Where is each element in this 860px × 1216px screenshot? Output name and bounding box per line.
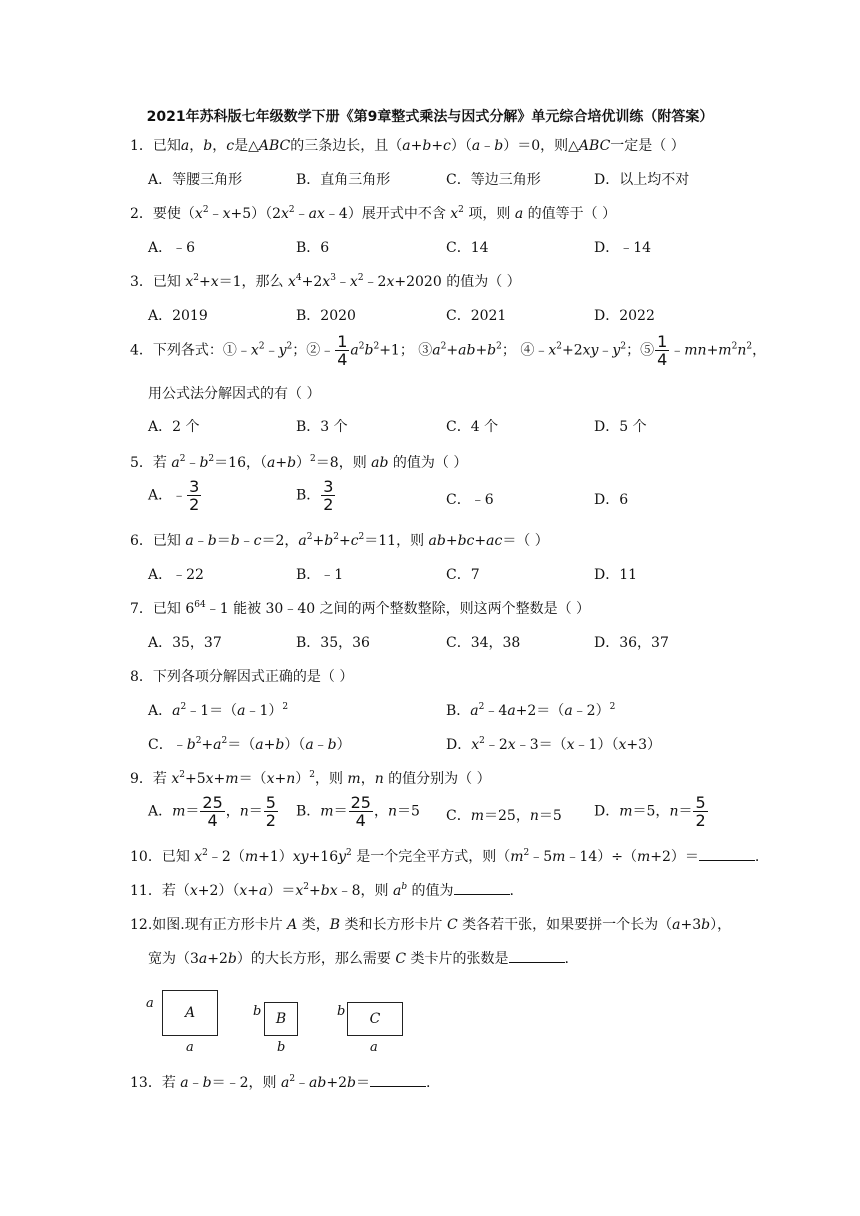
question-12-line-2: 宽为（3a+2b）的大长方形，那么需要 C 类卡片的张数是 . bbox=[148, 951, 569, 967]
option-d[interactable]: D．$x^2﹣2x﹣3=(x﹣1)(x+3)$ bbox=[446, 736, 661, 753]
question-1: 1．已知a，b，c是△ABC的三条边长，且（a+b+c）（a﹣b）＝0，则△ABC一定是（ ） bbox=[130, 138, 685, 154]
option-d[interactable]: D．2022 bbox=[594, 308, 655, 324]
option-d[interactable]: D．6 bbox=[594, 492, 629, 508]
card-a-square: A bbox=[162, 990, 218, 1036]
fraction: $\frac{1}{4}$ bbox=[337, 332, 348, 369]
question-13: 13．若 a﹣b＝﹣2，则 $a^2﹣ab+2b=$ . bbox=[130, 1074, 431, 1091]
question-4-line-2: 用公式法分解因式的有（ ） bbox=[148, 386, 321, 402]
question-9: 9．若 $x^2+5x+m=(x+n)^2$，则 m，n 的值分别为（ ） bbox=[130, 770, 491, 787]
card-b-bottom-label: b bbox=[277, 1040, 286, 1055]
answer-blank[interactable] bbox=[509, 950, 565, 963]
option-a[interactable]: A．$a^2﹣1=(a﹣1)^2$ bbox=[148, 702, 289, 719]
question-11: 11．若$(x+2)(x+a)=x^2+bx﹣8$，则 $a^b$ 的值为 . bbox=[130, 882, 514, 899]
card-a-bottom-label: a bbox=[186, 1040, 194, 1055]
option-a[interactable]: A．m＝ $\frac{25}{4}$ ，n＝ $\frac{5}{2}$ bbox=[148, 793, 276, 830]
option-a[interactable]: A．等腰三角形 bbox=[148, 172, 243, 188]
option-b[interactable]: B．m＝ $\frac{25}{4}$ ，n＝5 bbox=[296, 793, 420, 830]
question-2: 2．要使$(x^2﹣x+5)(2x^2﹣ax﹣4)$展开式中不含 $x^2$ 项，则 a 的值等于（ ） bbox=[130, 205, 617, 222]
option-c[interactable]: C．﹣6 bbox=[446, 492, 494, 508]
question-4: 4．下列各式：$①﹣x^2﹣y^2$；②﹣ $\frac{1}{4}$ $a^2b^2+1$； $③a^2+ab+b^2$； $④﹣x^2+2xy﹣y^2$；⑤ $\frac{1}{4}$ $﹣mn+m^2n^2$， bbox=[130, 332, 767, 369]
question-5: 5．若 $a^2﹣b^2=16$，$(a+b)^2=8$，则 ab 的值为（ ） bbox=[130, 454, 468, 471]
option-b[interactable]: B．6 bbox=[296, 240, 330, 256]
cards-figure bbox=[140, 990, 440, 1060]
question-12: 12.如图.现有正方形卡片 A 类，B 类和长方形卡片 C 类各若干张，如果要拼一个长为（a+3b）， bbox=[130, 917, 732, 933]
option-a[interactable]: A．35，37 bbox=[148, 635, 222, 651]
question-6: 6．已知 a﹣b＝b﹣c＝2，$a^2+b^2+c^2=11$，则 ab+bc+ac＝（ ） bbox=[130, 532, 549, 549]
question-8: 8．下列各项分解因式正确的是（ ） bbox=[130, 669, 354, 685]
option-a[interactable]: A．﹣ $\frac{3}{2}$ bbox=[148, 477, 200, 514]
option-b[interactable]: B． $\frac{3}{2}$ bbox=[296, 477, 334, 514]
card-c-bottom-label: a bbox=[370, 1040, 378, 1055]
page-title: 2021年苏科版七年级数学下册《第9章整式乘法与因式分解》单元综合培优训练（附答案） bbox=[146, 109, 714, 125]
answer-blank[interactable] bbox=[699, 848, 755, 861]
option-c[interactable]: C．m＝25，n＝5 bbox=[446, 808, 562, 824]
card-c-rectangle: C bbox=[347, 1002, 403, 1036]
option-b[interactable]: B．3 个 bbox=[296, 419, 348, 435]
option-d[interactable]: D．5 个 bbox=[594, 419, 647, 435]
option-a[interactable]: A．﹣22 bbox=[148, 567, 204, 583]
option-c[interactable]: C．34，38 bbox=[446, 635, 521, 651]
option-b[interactable]: B．﹣1 bbox=[296, 567, 344, 583]
option-b[interactable]: B．35，36 bbox=[296, 635, 370, 651]
option-d[interactable]: D．36，37 bbox=[594, 635, 669, 651]
card-b-square: B bbox=[264, 1002, 298, 1036]
option-c[interactable]: C．7 bbox=[446, 567, 480, 583]
option-a[interactable]: A．2 个 bbox=[148, 419, 200, 435]
option-b[interactable]: B．$a^2﹣4a+2=(a﹣2)^2$ bbox=[446, 702, 616, 719]
fraction: $\frac{1}{4}$ bbox=[657, 332, 668, 369]
card-a-side-label: a bbox=[146, 996, 154, 1011]
option-a[interactable]: A．2019 bbox=[148, 308, 208, 324]
option-c[interactable]: C．4 个 bbox=[446, 419, 499, 435]
option-b[interactable]: B．直角三角形 bbox=[296, 172, 391, 188]
option-b[interactable]: B．2020 bbox=[296, 308, 356, 324]
option-a[interactable]: A．﹣6 bbox=[148, 240, 196, 256]
option-d[interactable]: D．11 bbox=[594, 567, 638, 583]
option-c[interactable]: C．2021 bbox=[446, 308, 507, 324]
card-b-side-label: b bbox=[253, 1004, 262, 1019]
option-c[interactable]: C．14 bbox=[446, 240, 489, 256]
option-c[interactable]: C．等边三角形 bbox=[446, 172, 541, 188]
answer-blank[interactable] bbox=[370, 1074, 426, 1087]
answer-blank[interactable] bbox=[454, 882, 510, 895]
question-3: 3．已知 $x^2+x=1$，那么 $x^4+2x^3﹣x^2﹣2x+2020$ 的值为（ ） bbox=[130, 273, 521, 290]
option-c[interactable]: C．$﹣b^2+a^2=(a+b)(a﹣b)$ bbox=[148, 736, 351, 753]
question-10: 10．已知 $x^2﹣2(m+1)xy+16y^2$ 是一个完全平方式，则$(m^2﹣5m﹣14)\div(m+2)=$ . bbox=[130, 848, 760, 865]
question-7: 7．已知 $6^{64}﹣1$ 能被 30﹣40 之间的两个整数整除，则这两个整数是（ ） bbox=[130, 600, 591, 617]
option-d[interactable]: D．m＝5，n＝ $\frac{5}{2}$ bbox=[594, 793, 706, 830]
card-c-side-label: b bbox=[337, 1004, 346, 1019]
option-d[interactable]: D．以上均不对 bbox=[594, 172, 690, 188]
option-d[interactable]: D．﹣14 bbox=[594, 240, 652, 256]
